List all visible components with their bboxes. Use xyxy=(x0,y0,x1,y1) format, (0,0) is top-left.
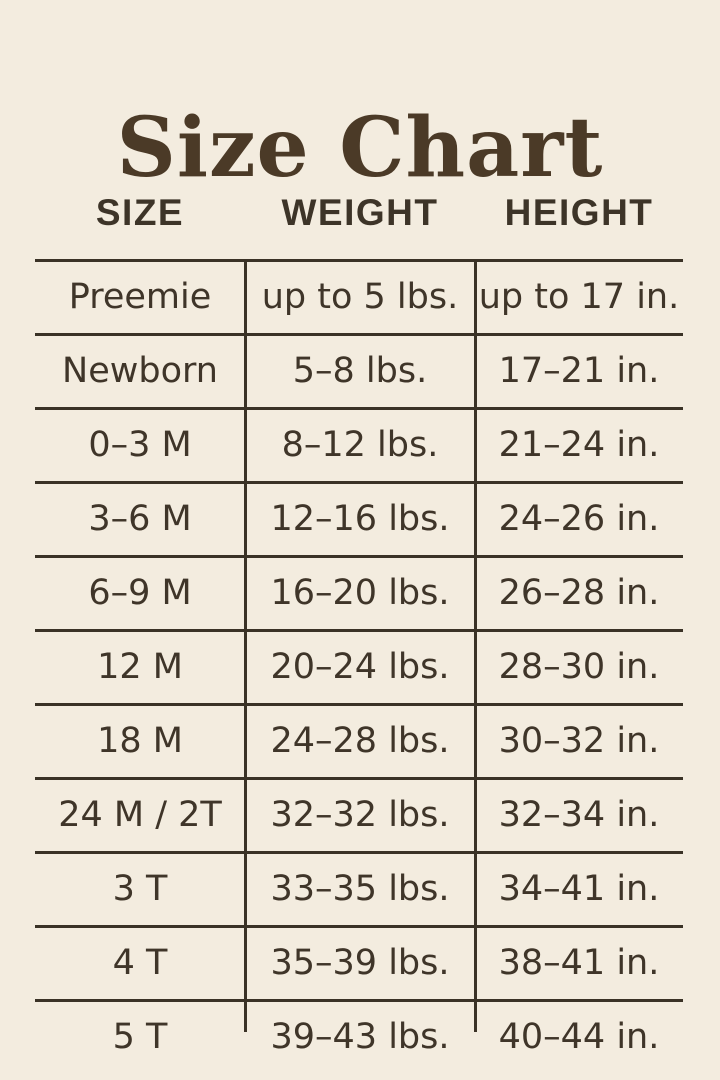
column-divider-1 xyxy=(244,259,247,1032)
size-cell: 3–6 M xyxy=(88,499,192,539)
size-cell: 5 T xyxy=(112,1017,168,1057)
table-row xyxy=(35,851,683,925)
table-row xyxy=(35,481,683,555)
table-row xyxy=(35,259,683,333)
weight-cell: 16–20 lbs. xyxy=(270,573,450,613)
height-cell: 30–32 in. xyxy=(498,721,660,761)
height-cell: 34–41 in. xyxy=(498,869,660,909)
table-row xyxy=(35,555,683,629)
size-cell: 18 M xyxy=(97,721,183,761)
weight-cell: 24–28 lbs. xyxy=(270,721,450,761)
height-cell: up to 17 in. xyxy=(478,277,680,317)
height-cell: 17–21 in. xyxy=(498,351,660,391)
weight-cell: 32–32 lbs. xyxy=(270,795,450,835)
weight-cell: 20–24 lbs. xyxy=(270,647,450,687)
height-cell: 21–24 in. xyxy=(498,425,660,465)
height-cell: 28–30 in. xyxy=(498,647,660,687)
column-header-size: SIZE xyxy=(95,192,185,233)
table-header-row xyxy=(35,192,683,234)
table-row xyxy=(35,629,683,703)
table-row xyxy=(35,703,683,777)
table-row xyxy=(35,777,683,851)
size-cell: Preemie xyxy=(68,277,212,317)
table-row xyxy=(35,407,683,481)
weight-cell: 5–8 lbs. xyxy=(292,351,428,391)
size-cell: 6–9 M xyxy=(88,573,192,613)
height-cell: 24–26 in. xyxy=(498,499,660,539)
weight-cell: 12–16 lbs. xyxy=(270,499,450,539)
page-title: Size Chart xyxy=(116,99,604,196)
weight-cell: 35–39 lbs. xyxy=(270,943,450,983)
size-cell: 3 T xyxy=(112,869,168,909)
column-divider-2 xyxy=(474,259,477,1032)
weight-cell: 8–12 lbs. xyxy=(281,425,439,465)
table-row xyxy=(35,925,683,999)
weight-cell: up to 5 lbs. xyxy=(261,277,459,317)
size-cell: 12 M xyxy=(97,647,183,687)
column-header-height: HEIGHT xyxy=(504,192,654,233)
weight-cell: 39–43 lbs. xyxy=(270,1017,450,1057)
table-row xyxy=(35,333,683,407)
height-cell: 26–28 in. xyxy=(498,573,660,613)
height-cell: 32–34 in. xyxy=(498,795,660,835)
size-cell: 4 T xyxy=(112,943,168,983)
table-row xyxy=(35,999,683,1073)
size-cell: Newborn xyxy=(62,351,218,391)
size-cell: 24 M / 2T xyxy=(58,795,222,835)
weight-cell: 33–35 lbs. xyxy=(270,869,450,909)
column-header-weight: WEIGHT xyxy=(281,192,439,233)
height-cell: 38–41 in. xyxy=(498,943,660,983)
size-table xyxy=(35,259,683,1073)
height-cell: 40–44 in. xyxy=(498,1017,660,1057)
size-cell: 0–3 M xyxy=(88,425,192,465)
